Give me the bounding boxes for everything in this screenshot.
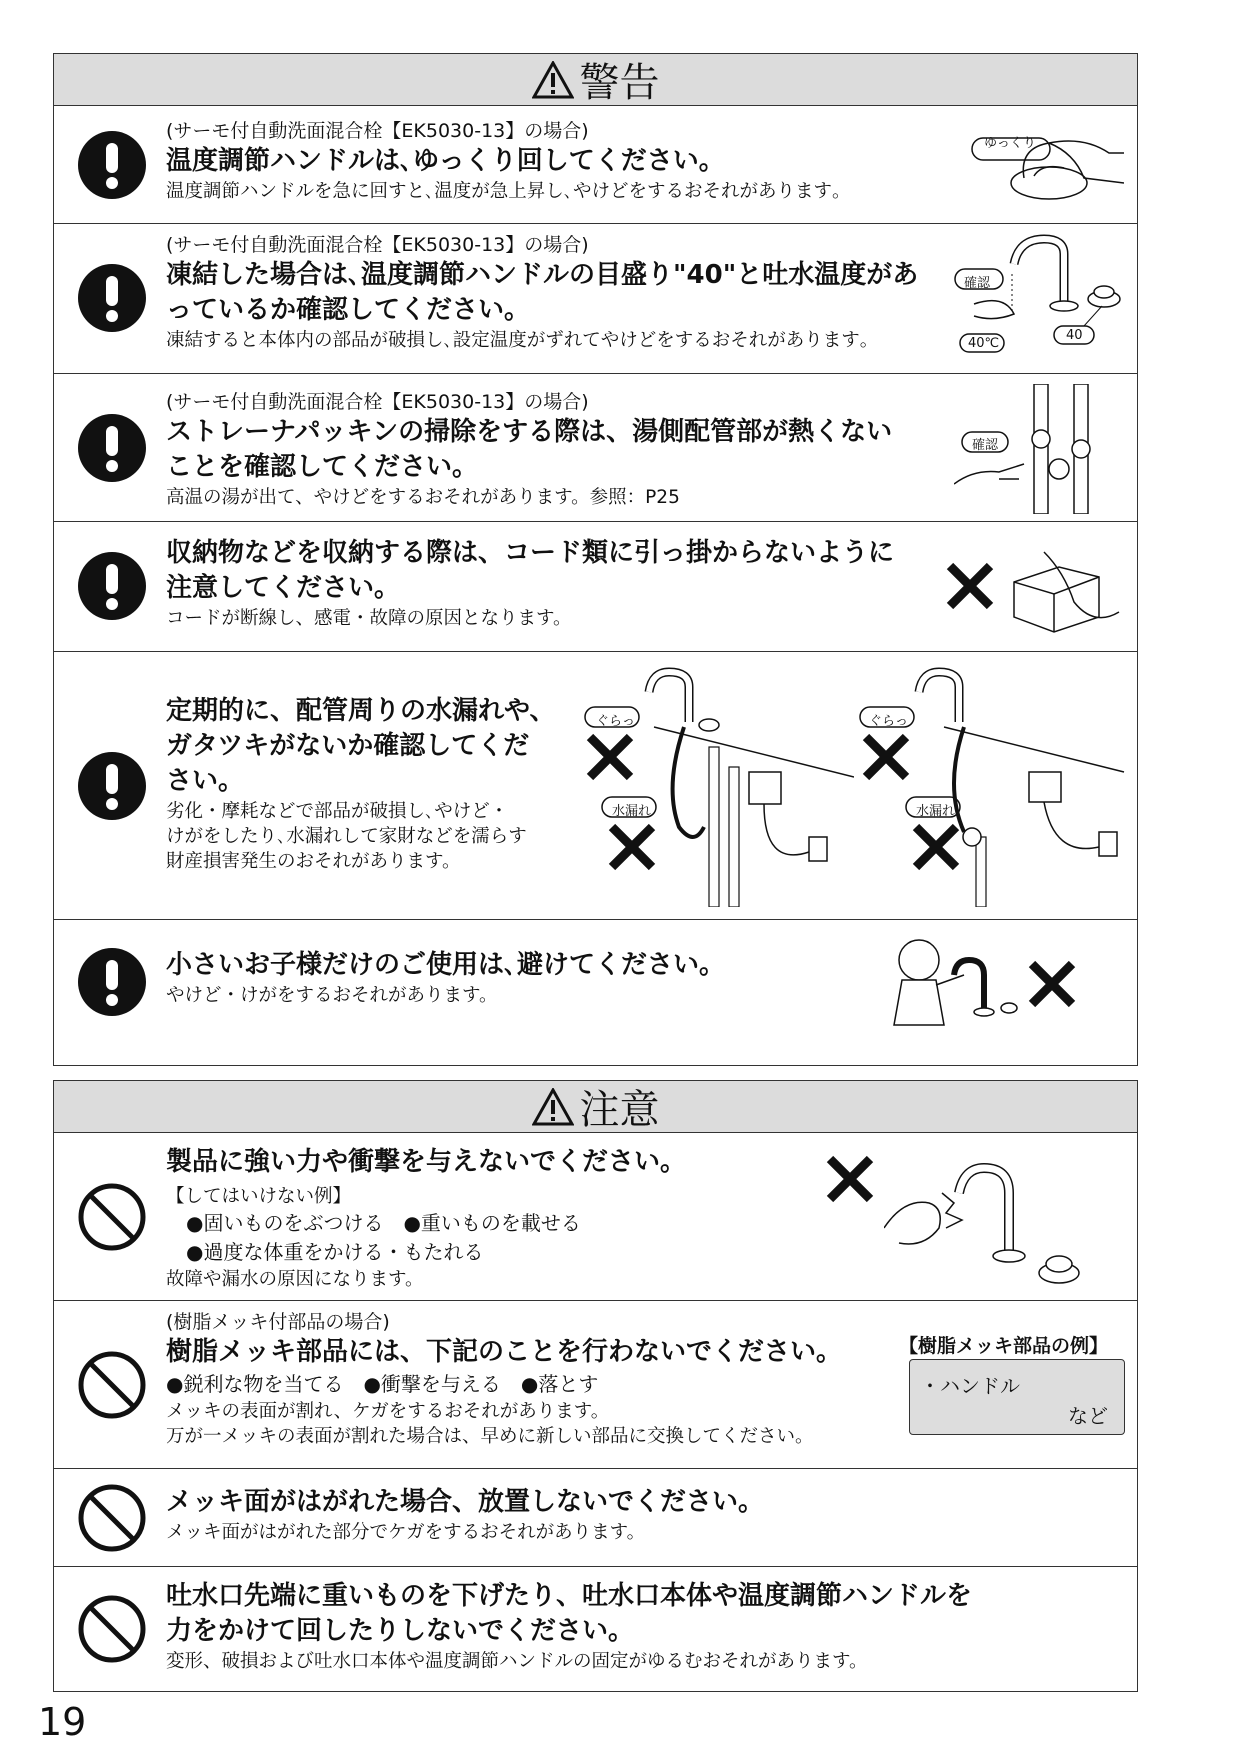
- wobble-tag: ぐらっ: [596, 714, 636, 729]
- item-heading-cont: っているか確認してください｡: [166, 295, 518, 325]
- mandatory-action-icon: [78, 131, 146, 199]
- item-detail-cont: けがをしたり､水漏れして家財などを濡らす: [166, 826, 527, 847]
- mandatory-action-icon: [78, 948, 146, 1016]
- example-box: [909, 1359, 1125, 1435]
- item-heading: メッキ面がはがれた場合、放置しないでください。: [166, 1487, 765, 1517]
- item-heading-cont: さい。: [166, 766, 245, 796]
- caution-item: [54, 1133, 1137, 1301]
- wobble-tag: ぐらっ: [869, 714, 909, 729]
- warning-title: 警告: [579, 60, 660, 106]
- item-heading: 収納物などを収納する際は、コード類に引っ掛からないように: [166, 538, 895, 568]
- 40-tag: 40: [1066, 328, 1083, 343]
- slowly-tag: ゆっくり: [984, 136, 1036, 151]
- page-number: 19: [38, 1700, 87, 1744]
- water-leak-tag: 水漏れ: [916, 804, 956, 819]
- item-detail: 凍結すると本体内の部品が破損し､設定温度がずれてやけどをするおそれがあります｡: [166, 330, 870, 351]
- item-heading-cont: 力をかけて回したりしないでください。: [166, 1616, 635, 1646]
- warning-item: [54, 224, 1137, 374]
- child-at-faucet-illustration: [874, 930, 1044, 1040]
- mandatory-action-icon: [78, 752, 146, 820]
- water-leak-tag: 水漏れ: [612, 804, 652, 819]
- item-detail: 変形、破損および吐水口本体や温度調節ハンドルの固定がゆるむおそれがあります。: [166, 1651, 868, 1672]
- fist-hitting-faucet-illustration: [884, 1148, 1124, 1298]
- item-detail-cont: 万が一メッキの表面が割れた場合は、早めに新しい部品に交換してください。: [166, 1426, 814, 1447]
- item-detail: コードが断線し、感電・故障の原因となります。: [166, 608, 572, 629]
- item-heading: 製品に強い力や衝撃を与えないでください。: [166, 1147, 687, 1177]
- item-detail: 故障や漏水の原因になります。: [166, 1269, 424, 1290]
- warning-header: [54, 54, 1137, 106]
- check-tag: 確認: [964, 276, 991, 291]
- prohibited-x-icon: [824, 1153, 876, 1205]
- warning-triangle-icon: [532, 61, 574, 99]
- mandatory-action-icon: [78, 264, 146, 332]
- prohibition-icon: [78, 1351, 146, 1419]
- caution-title: 注意: [579, 1087, 660, 1133]
- prohibition-icon: [78, 1183, 146, 1251]
- warning-box: [53, 53, 1138, 1066]
- warning-triangle-icon: [532, 1088, 574, 1126]
- item-examples-title: 【してはいけない例】: [166, 1186, 352, 1207]
- prohibited-x-icon: [1026, 958, 1078, 1010]
- item-detail: メッキの表面が割れ、ケガをするおそれがあります。: [166, 1401, 610, 1422]
- item-condition: (サーモ付自動洗面混合栓【EK5030-13】の場合): [166, 120, 589, 142]
- caution-item: [54, 1469, 1137, 1567]
- caution-item: [54, 1567, 1137, 1692]
- item-heading: 凍結した場合は､温度調節ハンドルの目盛り"40"と吐水温度があ: [166, 260, 919, 290]
- item-detail: 高温の湯が出て、やけどをするおそれがあります。参照：P25: [166, 487, 680, 508]
- box-caught-on-cord-illustration: [1004, 542, 1124, 642]
- item-heading: ストレーナパッキンの掃除をする際は、湯側配管部が熱くない: [166, 417, 893, 447]
- warning-item: [54, 374, 1137, 522]
- item-heading-cont: ガタツキがないか確認してくだ: [166, 731, 530, 761]
- caution-box: [53, 1080, 1138, 1692]
- item-condition: (樹脂メッキ付部品の場合): [166, 1311, 390, 1333]
- item-heading: 温度調節ハンドルは､ゆっくり回してください｡: [166, 146, 712, 176]
- item-examples: ●固いものをぶつける ●重いものを載せる: [186, 1211, 581, 1235]
- prohibition-icon: [78, 1484, 146, 1552]
- caution-item: [54, 1301, 1137, 1469]
- item-condition: (サーモ付自動洗面混合栓【EK5030-13】の場合): [166, 234, 589, 256]
- example-item: ・ハンドル: [920, 1374, 1020, 1398]
- warning-item: [54, 652, 1137, 920]
- item-examples: ●鋭利な物を当てる ●衝撃を与える ●落とす: [166, 1372, 599, 1396]
- item-detail-cont: 財産損害発生のおそれがあります。: [166, 851, 461, 872]
- item-examples: ●過度な体重をかける・もたれる: [186, 1240, 484, 1264]
- example-etc: など: [1068, 1404, 1108, 1428]
- warning-item: [54, 522, 1137, 652]
- item-heading: 定期的に、配管周りの水漏れや、: [166, 696, 556, 726]
- prohibited-x-icon: [944, 560, 996, 612]
- mandatory-action-icon: [78, 414, 146, 482]
- item-heading: 吐水口先端に重いものを下げたり、吐水口本体や温度調節ハンドルを: [166, 1581, 973, 1611]
- 40c-tag: 40℃: [968, 336, 1000, 351]
- item-heading: 小さいお子様だけのご使用は､避けてください｡: [166, 950, 713, 980]
- item-detail: 劣化・摩耗などで部品が破損し､やけど・: [166, 801, 509, 822]
- faucet-piping-illustration-right: [854, 667, 1129, 907]
- check-tag: 確認: [972, 438, 999, 453]
- item-heading-cont: ことを確認してください。: [166, 452, 479, 482]
- example-title: 【樹脂メッキ部品の例】: [899, 1335, 1109, 1357]
- item-heading: 樹脂メッキ部品には、下記のことを行わないでください。: [166, 1337, 843, 1367]
- mandatory-action-icon: [78, 552, 146, 620]
- warning-item: [54, 106, 1137, 224]
- faucet-piping-illustration-left: [584, 667, 854, 907]
- item-condition: (サーモ付自動洗面混合栓【EK5030-13】の場合): [166, 391, 589, 413]
- prohibition-icon: [78, 1595, 146, 1663]
- caution-header: [54, 1081, 1137, 1133]
- item-detail: やけど・けがをするおそれがあります。: [166, 985, 498, 1006]
- warning-item: [54, 920, 1137, 1044]
- item-heading-cont: 注意してください。: [166, 573, 401, 603]
- item-detail: メッキ面がはがれた部分でケガをするおそれがあります。: [166, 1522, 646, 1543]
- item-detail: 温度調節ハンドルを急に回すと､温度が急上昇し､やけどをするおそれがあります｡: [166, 181, 842, 202]
